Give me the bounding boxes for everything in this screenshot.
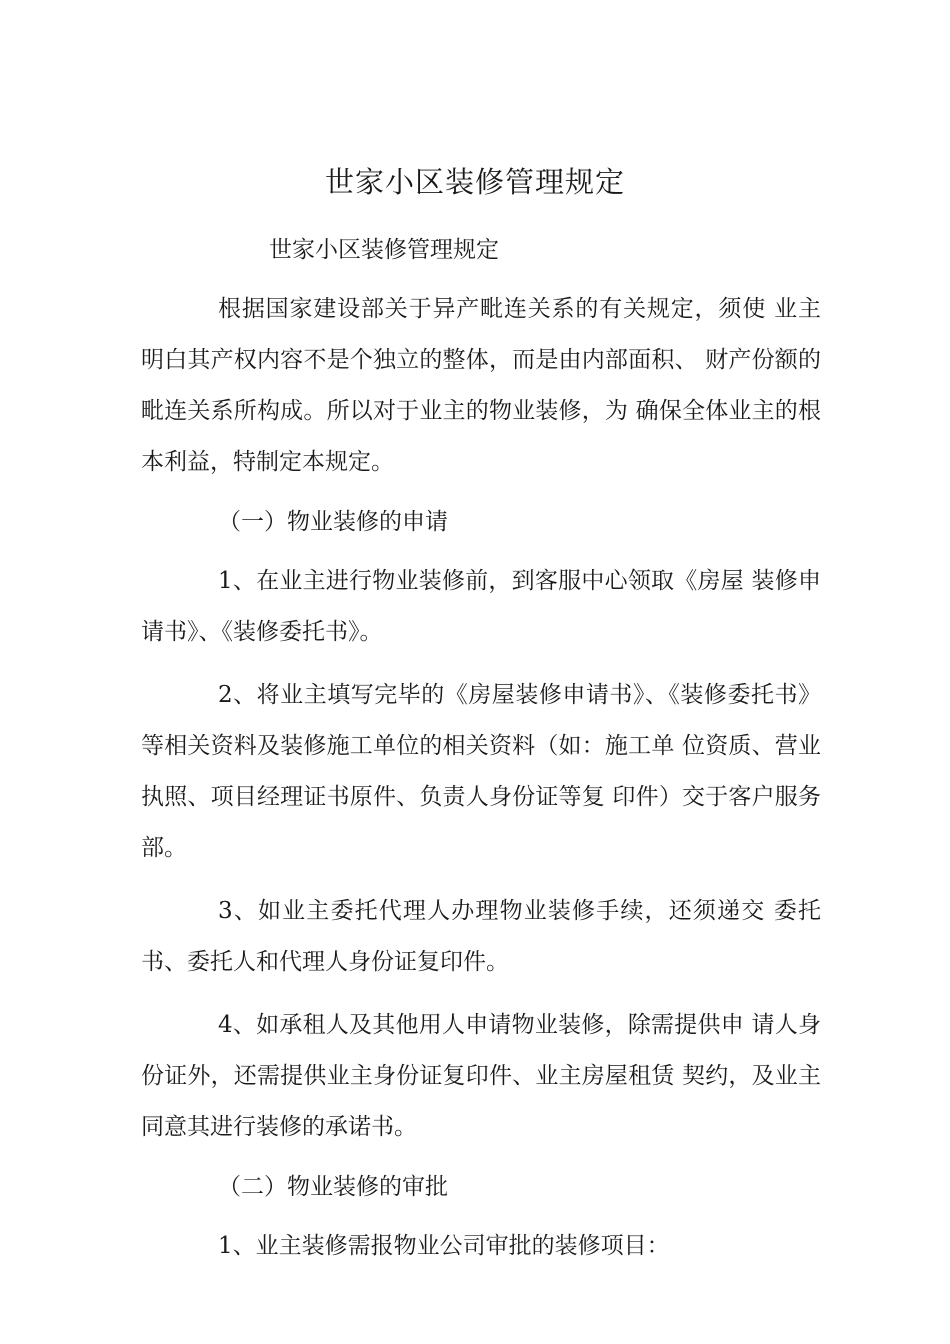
list-item: 3、如业主委托代理人办理物业装修手续，还须递交 委托书、委托人和代理人身份证复印件。 (141, 898, 821, 975)
section-heading-application: （一）物业装修的申请 (218, 509, 448, 535)
document-title: 世家小区装修管理规定 (324, 165, 625, 199)
list-item: 1、业主装修需报物业公司审批的装修项目： (218, 1233, 670, 1259)
list-item: 4、如承租人及其他用人申请物业装修，除需提供申 请人身份证外，还需提供业主身份证复印件、业主房屋租赁 契约，及业主同意其进行装修的承诺书。 (141, 1012, 821, 1140)
document-body (141, 228, 821, 1284)
document-subtitle: 世家小区装修管理规定 (269, 237, 499, 263)
list-item: 1、在业主进行物业装修前，到客服中心领取《房屋 装修申请书》、《装修委托书》。 (141, 568, 821, 645)
section-heading-approval: （二）物业装修的审批 (218, 1174, 448, 1200)
list-item: 2、将业主填写完毕的《房屋装修申请书》、《装修委托书》等相关资料及装修施工单位的相关资料（如：施工单 位资质、营业执照、项目经理证书原件、负责人身份证等复 印件）交于客户服务部。 (141, 682, 821, 861)
intro-paragraph: 根据国家建设部关于异产毗连关系的有关规定，须使 业主明白其产权内容不是个独立的整体，而是由内部面积、 财产份额的毗连关系所构成。所以对于业主的物业装修，为 确保全体业主的根本利益，特制定本规定。 (141, 296, 821, 475)
